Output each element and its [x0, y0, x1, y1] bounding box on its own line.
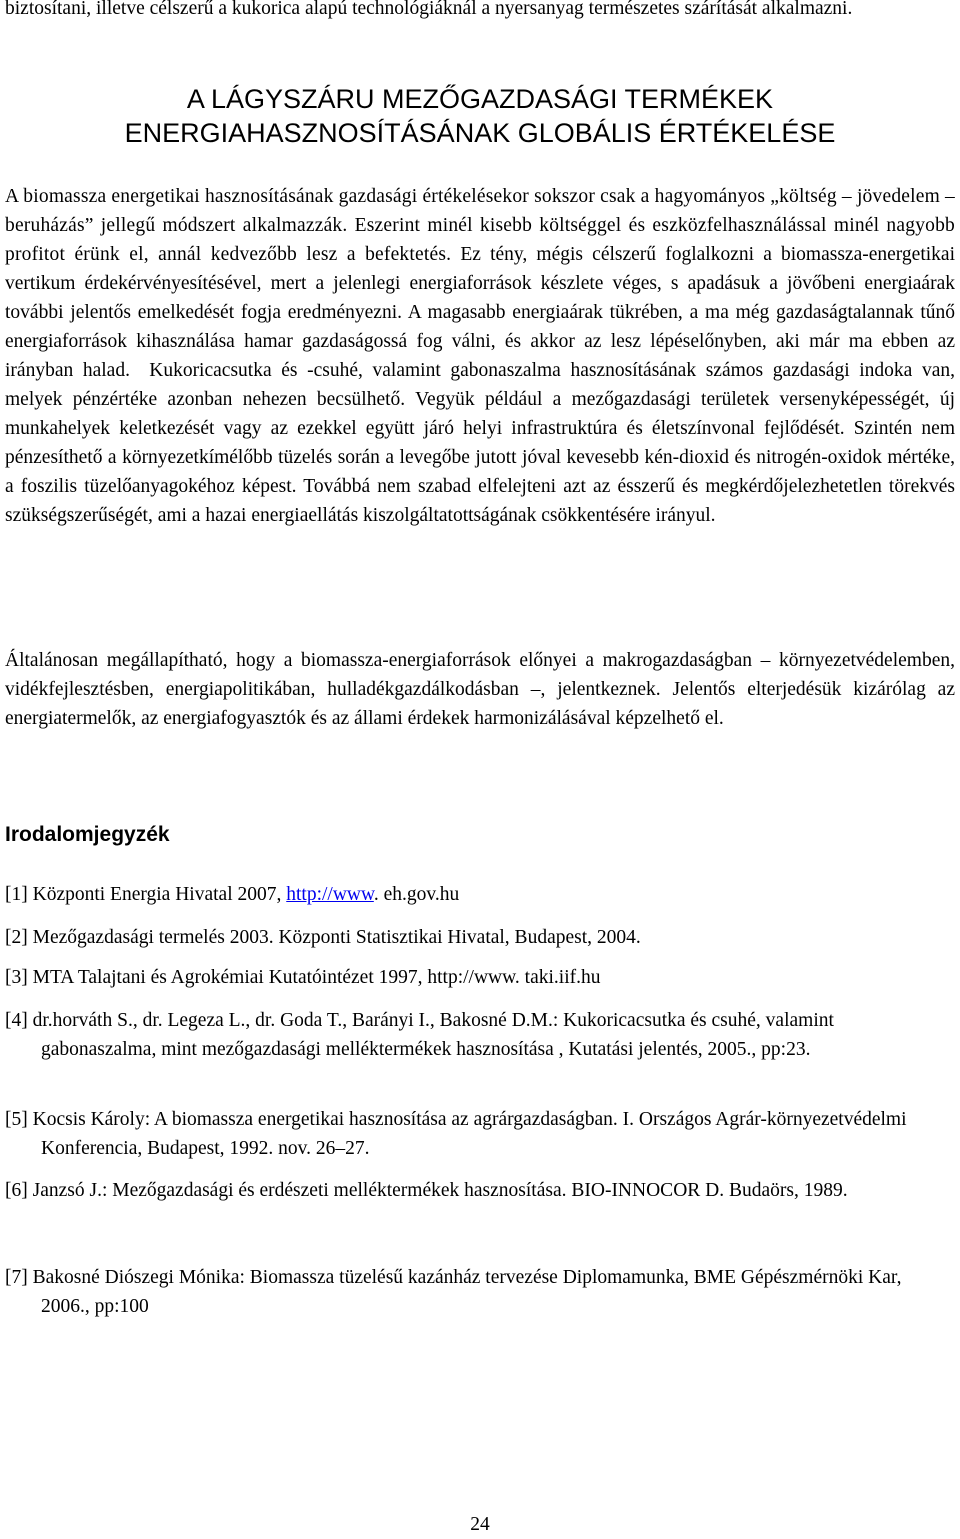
reference-3: [3] MTA Talajtani és Agrokémiai Kutatóintézet 1997, http://www. taki.iif.hu: [5, 967, 601, 988]
reference-2: [2] Mezőgazdasági termelés 2003. Központi Statisztikai Hivatal, Budapest, 2004.: [5, 927, 641, 948]
reference-5: [5] Kocsis Károly: A biomassza energetikai hasznosítása az agrárgazdaságban. I. Országos Agrár-környezetvédelmi Konferencia, Budapest, 1992. nov. 26–27.: [5, 1109, 907, 1159]
reference-1-link[interactable]: http://www: [286, 884, 374, 905]
paragraph-1-part-b: Ez tény, mégis célszerű foglalkozni a biomassza-energetikai vertikum érdekérvényesítésével, mert a jelenlegi energiaforrások készlete véges, s apadásuk a jövőbeni energiaárak további jelentős emelkedését fogja eredményezni. A magasabb energiaárak tükrében, a ma még gazdaságtalannak tűnő energiaforrások kihasználása hamar gazdaságossá fog válni, és akkor az lesz lépéselőnyben, aki már ma ebben az irányban halad.: [5, 244, 955, 381]
paragraph-1-part-a: A biomassza energetikai hasznosításának gazdasági értékelésekor sokszor csak a hagyományos „költség – jövedelem – beruházás” jellegű módszert alkalmazzák. Eszerint minél kisebb költséggel és eszközfelhasználással minél nagyobb profitot érünk el, annál kedvezőbb lesz a befektetés.: [5, 186, 955, 265]
reference-1-suffix: . eh.gov.hu: [373, 884, 460, 905]
intro-paragraph: biztosítani, illetve célszerű a kukorica alapú technológiáknál a nyersanyag természetes szárítását alkalmazni.: [5, 0, 853, 19]
reference-4: [4] dr.horváth S., dr. Legeza L., dr. Goda T., Barányi I., Bakosné D.M.: Kukoricacsutka és csuhé, valamint gabonaszalma, mint mezőgazdasági melléktermékek hasznosítása , Kutatási jelentés, 2005., pp:23.: [5, 1010, 834, 1060]
reference-6: [6] Janzsó J.: Mezőgazdasági és erdészeti melléktermékek hasznosítása. BIO-INNOCOR D. Budaörs, 1989.: [5, 1180, 848, 1201]
section-heading: [0, 82, 960, 150]
references-heading: Irodalomjegyzék: [5, 823, 170, 846]
reference-1-text: [1] Központi Energia Hivatal 2007,: [5, 884, 287, 905]
heading-line-1: A LÁGYSZÁRU MEZŐGAZDASÁGI TERMÉKEK: [186, 84, 774, 114]
paragraph-1: [5, 182, 955, 530]
reference-1: [5, 880, 945, 909]
paragraph-3: Általánosan megállapítható, hogy a biomassza-energiaforrások előnyei a makrogazdaságban – környezetvédelemben, vidékfejlesztésben, energiapolitikában, hulladékgazdálkodásban –, jelentkeznek. Jelentős elterjedésük kizárólag az energiatermelők, az energiafogyasztók és az állami érdekek harmonizálásával képzelhető el.: [5, 650, 955, 729]
heading-line-2: ENERGIAHASZNOSÍTÁSÁNAK GLOBÁLIS ÉRTÉKELÉSE: [124, 118, 836, 148]
page-number: 24: [470, 1514, 490, 1535]
reference-7: [7] Bakosné Diószegi Mónika: Biomassza tüzelésű kazánház tervezése Diplomamunka, BME Gépészmérnöki Kar, 2006., pp:100: [5, 1267, 902, 1317]
paragraph-2: Kukoricacsutka és -csuhé, valamint gabonaszalma hasznosításának számos gazdasági indoka van, melyek pénzértéke azonban nehezen becsülhető. Vegyük például a mezőgazdasági területek versenyképességét, új munkahelyek keletkezését vagy az ezekkel együtt járó helyi infrastruktúra és életszínvonal fejlődését. Szintén nem pénzesíthető a környezetkímélőbb tüzelés során a levegőbe jutott jóval kevesebb kén-dioxid és nitrogén-oxidok mértéke, a foszilis tüzelőanyagokéhoz képest. Továbbá nem szabad elfelejteni azt az ésszerű és megkérdőjelezhetetlen törekvés szükségszerűségét, ami a hazai energiaellátás kiszolgáltatottságának csökkentésére irányul.: [5, 360, 956, 526]
